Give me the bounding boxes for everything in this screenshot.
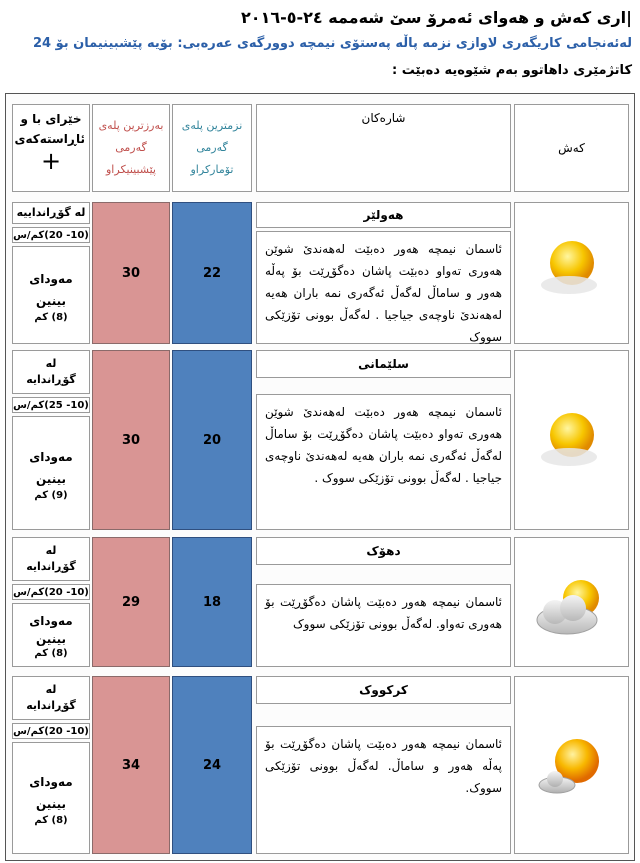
page-title: |اری کەش و هەوای ئەمرۆ سێ شەممە ٢٤-٥-٢٠١٦ (241, 8, 632, 27)
city-name: سلێمانی (358, 357, 409, 371)
col-weather-label: کەش (558, 141, 585, 155)
visibility-value: (8) کم (34, 814, 68, 826)
max-temp-cell (92, 676, 170, 854)
weather-icon-cell (514, 350, 629, 530)
min-temp-value: 22 (202, 265, 222, 281)
wind-change-cell (12, 350, 90, 394)
visibility-cell (12, 603, 90, 667)
wind-change-cell (12, 537, 90, 581)
max-temp-value: 29 (121, 594, 141, 610)
max-temp-cell (92, 537, 170, 667)
visibility-label: مەودای بینین (29, 613, 73, 646)
min-temp-cell (172, 537, 252, 667)
visibility-cell (12, 742, 90, 854)
max-temp-cell (92, 202, 170, 344)
col-city-label: شارەکان (361, 111, 406, 125)
max-temp-value: 30 (121, 265, 141, 281)
min-temp-cell (172, 676, 252, 854)
wind-speed-cell (12, 584, 90, 600)
visibility-label: مەودای بینین (29, 449, 73, 486)
min-temp-cell (172, 350, 252, 530)
page-subtitle-line: کاتژمێری داهاتوو بەم شێوەیە دەبێت : (392, 63, 632, 78)
page-header (0, 0, 640, 92)
min-temp-value: 24 (202, 757, 222, 773)
city-name-cell (256, 202, 511, 228)
wind-speed-text: (10- 20)کم/س (13, 586, 89, 598)
weather-icon-cell (514, 537, 629, 667)
wind-speed-cell (12, 227, 90, 243)
weather-icon-cell (514, 676, 629, 854)
wind-change-cell (12, 202, 90, 224)
visibility-value: (8) کم (34, 647, 68, 659)
wind-change-cell (12, 676, 90, 720)
max-temp-value: 34 (121, 757, 141, 773)
wind-speed-text: (10- 20)کم/س (13, 725, 89, 737)
page-subtitle: لەئەنجامی کاریگەری لاوازی نزمە پاڵە پەستۆی نیمچە دوورگەی عەرەبی: بۆیە پێشبینیمان بۆ 24 (32, 36, 632, 51)
city-name-cell (256, 676, 511, 704)
forecast-table (5, 93, 635, 861)
visibility-cell (12, 416, 90, 530)
col-max-label: بەرزترین پلەی گەرمی پێشبینیکراو (98, 119, 164, 176)
min-temp-value: 20 (202, 432, 222, 448)
city-name: کرکووک (359, 683, 408, 697)
weather-icon-cell (514, 202, 629, 344)
col-wind-header (12, 104, 90, 192)
col-city-header (256, 104, 511, 192)
visibility-label: مەودای بینین (29, 271, 73, 308)
wind-change-text: لە گۆڕاندایە (26, 357, 76, 386)
visibility-cell (12, 246, 90, 344)
col-weather-header (514, 104, 629, 192)
visibility-value: (9) کم (34, 489, 68, 501)
wind-change-text: لە گۆڕانداییە (16, 206, 86, 219)
cloud-sun-icon (529, 574, 615, 640)
city-name: هەولێر (363, 208, 404, 222)
sun-cloud-icon (539, 405, 605, 471)
wind-speed-cell (12, 723, 90, 739)
wind-change-text: لە گۆڕاندایە (26, 544, 76, 573)
wind-speed-text: (10- 20)کم/س (13, 229, 89, 241)
forecast-description: ئاسمان نیمچە هەور دەبێت لەهەندێ شوێن هەوری تەواو دەبێت پاشان دەگۆڕێت بۆ پەڵە هەور و ساماڵ لەگەڵ ئەگەری نمە باران هەیە لەهەندێ ناوچەی جیاجیا . لەگەڵ بوونی تۆزێکی سووک (256, 231, 511, 344)
col-min-label: نزمترین پلەی گەرمی تۆمارکراو (181, 119, 243, 176)
sun-cloud-icon (539, 233, 605, 299)
col-max-header (92, 104, 170, 192)
city-name-cell (256, 350, 511, 378)
col-min-header (172, 104, 252, 192)
forecast-description: ئاسمان نیمچە هەور دەبێت پاشان دەگۆڕێت بۆ هەوری تەواو. لەگەڵ بوونی تۆزێکی سووک (256, 584, 511, 667)
col-wind-label: خێرای با و ئاڕاستەکەی (14, 112, 85, 146)
min-temp-value: 18 (202, 594, 222, 610)
wind-speed-text: (10- 25)کم/س (13, 399, 89, 411)
city-name-cell (256, 537, 511, 565)
max-temp-value: 30 (121, 432, 141, 448)
visibility-label: مەودای بینین (29, 774, 73, 811)
forecast-description: ئاسمان نیمچە هەور دەبێت پاشان دەگۆڕێت بۆ پەڵە هەور و ساماڵ. لەگەڵ بوونی تۆزێکی سووک. (256, 726, 511, 854)
sun-small-cloud-icon (535, 733, 609, 799)
city-name: دهۆک (366, 544, 401, 558)
wind-change-text: لە گۆڕاندایە (26, 683, 76, 712)
max-temp-cell (92, 350, 170, 530)
wind-speed-cell (12, 397, 90, 413)
visibility-value: (8) کم (34, 311, 68, 323)
plus-icon: + (40, 147, 62, 175)
min-temp-cell (172, 202, 252, 344)
forecast-description: ئاسمان نیمچە هەور دەبێت لەهەندێ شوێن هەوری تەواو دەبێت پاشان دەگۆڕێت بۆ ساماڵ لەگەڵ ئەگەری نمە باران هەیە لەهەندێ ناوچەی جیاجیا . لەگەڵ بوونی تۆزێکی سووک . (256, 394, 511, 530)
